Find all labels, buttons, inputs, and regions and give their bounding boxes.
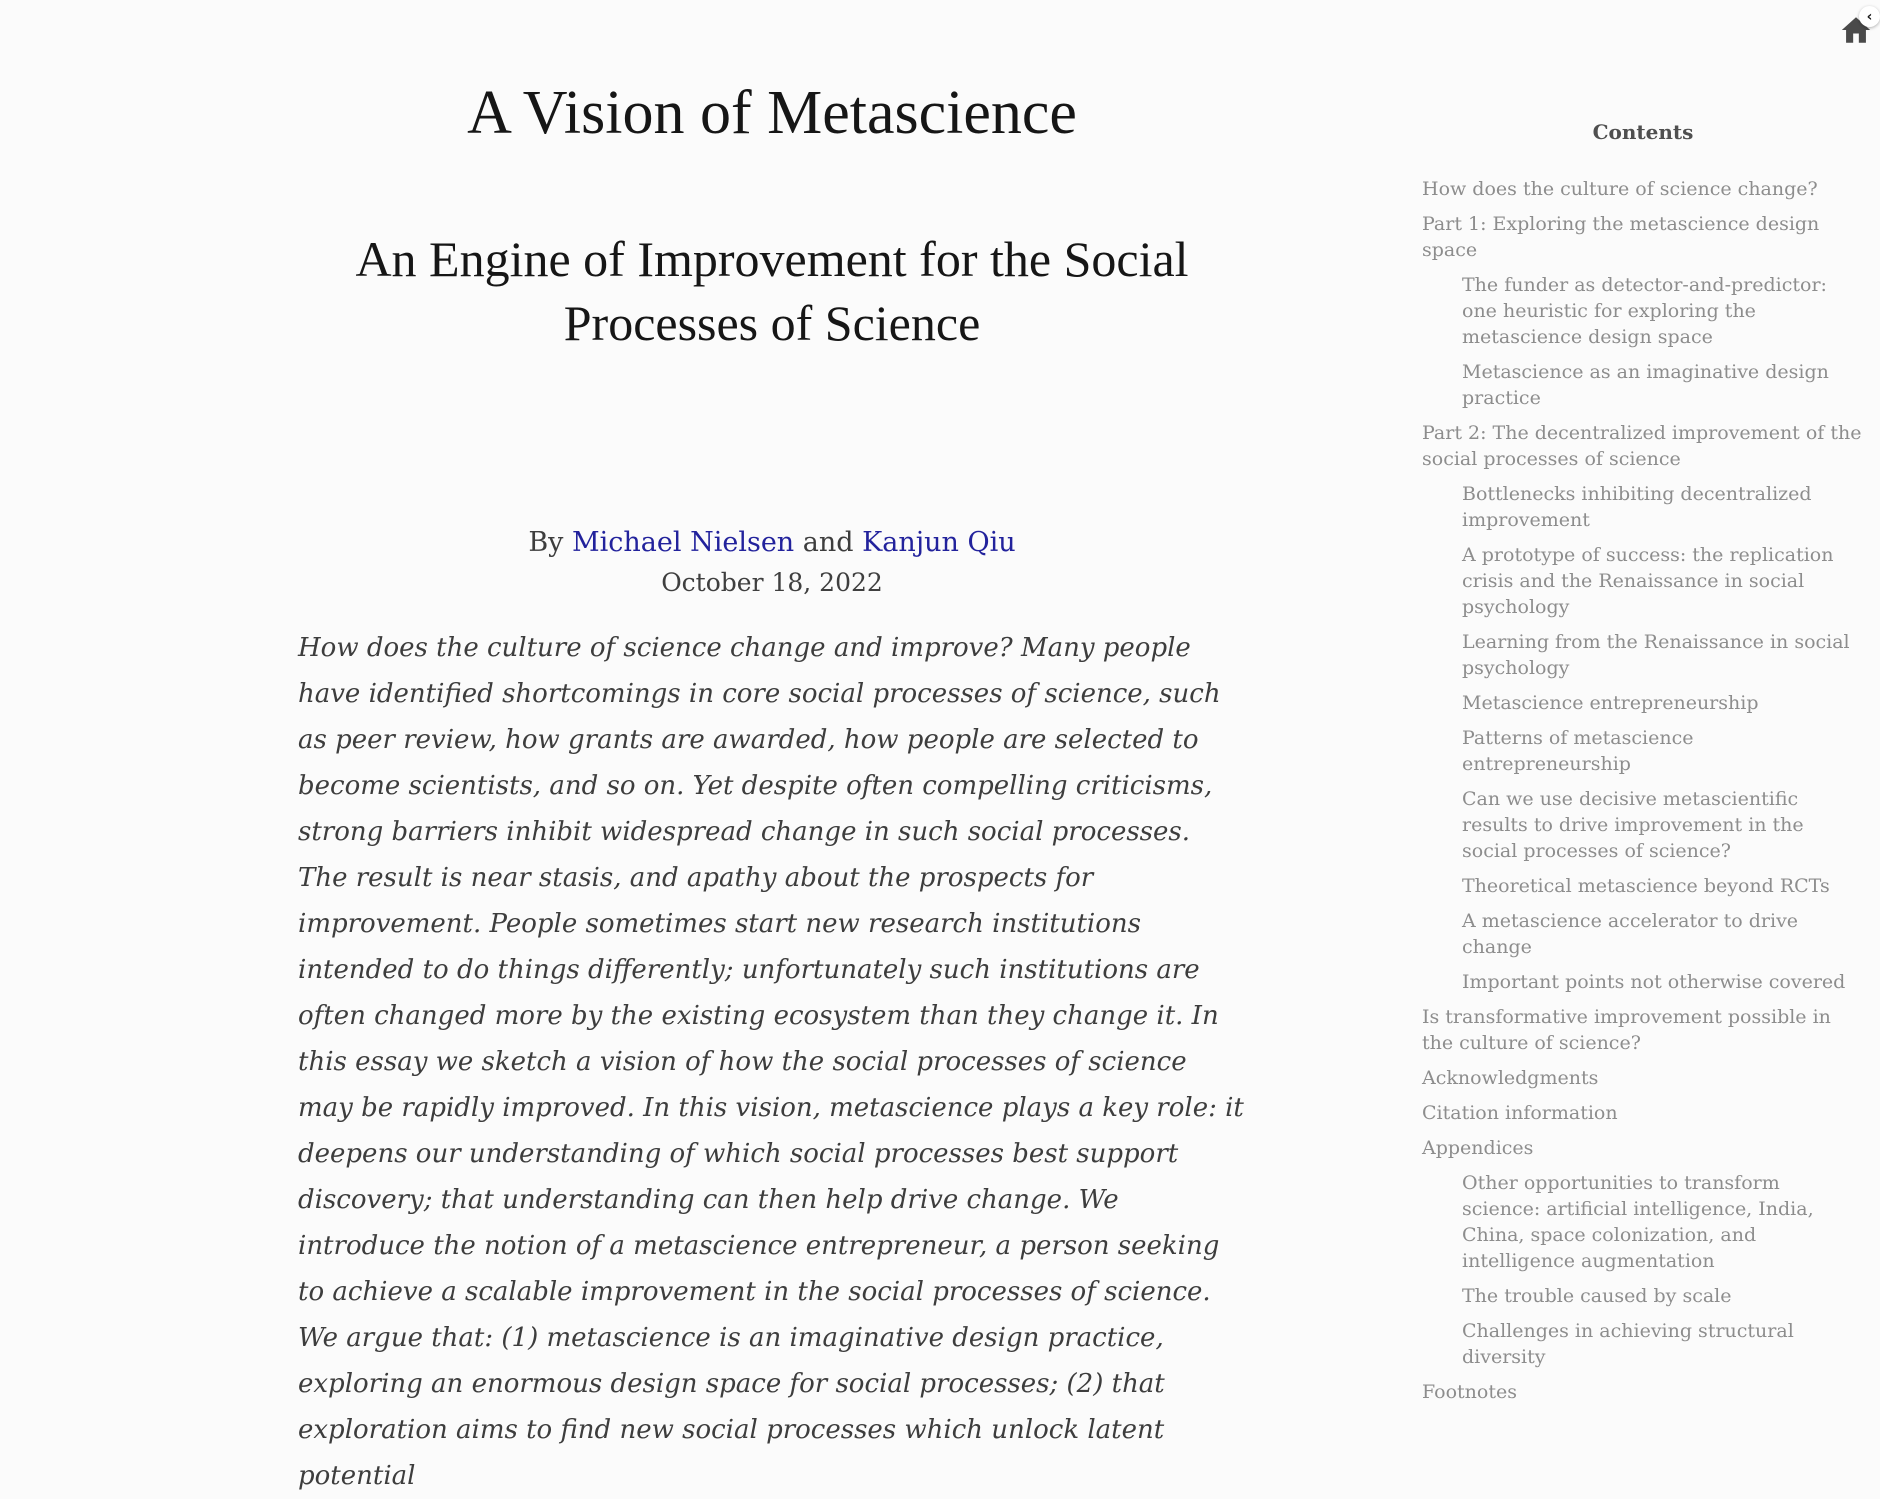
- toc-item[interactable]: Citation information: [1422, 1102, 1618, 1124]
- byline: [298, 527, 1246, 558]
- table-of-contents: [1422, 120, 1864, 1414]
- toc-item[interactable]: A prototype of success: the replication crisis and the Renaissance in social psychology: [1462, 544, 1834, 618]
- toc-item[interactable]: Patterns of metascience entrepreneurship: [1462, 727, 1694, 775]
- toc-item[interactable]: Part 1: Exploring the metascience design space: [1422, 213, 1820, 261]
- toc-list: [1422, 176, 1864, 1405]
- toc-item[interactable]: Part 2: The decentralized improvement of the social processes of science: [1422, 422, 1862, 470]
- toc-item[interactable]: The trouble caused by scale: [1462, 1285, 1732, 1307]
- abstract-paragraph: How does the culture of science change and improve? Many people have identified shortcomings in core social processes of science, such as peer review, how grants are awarded, how people are selected to become scientists, and so on. Yet despite often compelling criticisms, strong barriers inhibit widespread change in such social processes. The result is near stasis, and apathy about the prospects for improvement. People sometimes start new research institutions intended to do things differently; unfortunately such institutions are often changed more by the existing ecosystem than they change it. In this essay we sketch a vision of how the social processes of science may be rapidly improved. In this vision, metascience plays a key role: it deepens our understanding of which social processes best support discovery; that understanding can then help drive change. We introduce the notion of a metascience entrepreneur, a person seeking to achieve a scalable improvement in the social processes of science. We argue that: (1) metascience is an imaginative design practice, exploring an enormous design space for social processes; (2) that exploration aims to find new social processes which unlock latent potential: [298, 633, 1244, 1492]
- byline-prefix: By: [528, 527, 572, 559]
- author-link-kanjun-qiu[interactable]: Kanjun Qiu: [862, 527, 1016, 559]
- page-subtitle: An Engine of Improvement for the Social Processes of Science: [355, 231, 1189, 352]
- toc-item[interactable]: Other opportunities to transform science: artificial intelligence, India, China, space colonization, and intelligence augmentation: [1462, 1172, 1814, 1272]
- toc-item[interactable]: Footnotes: [1422, 1381, 1517, 1403]
- toc-item[interactable]: Learning from the Renaissance in social psychology: [1462, 631, 1850, 679]
- toc-item[interactable]: Theoretical metascience beyond RCTs: [1462, 875, 1830, 897]
- toc-item[interactable]: Is transformative improvement possible in the culture of science?: [1422, 1006, 1831, 1054]
- toc-item[interactable]: Challenges in achieving structural diversity: [1462, 1320, 1794, 1368]
- author-link-michael-nielsen[interactable]: Michael Nielsen: [572, 527, 795, 559]
- toc-item[interactable]: Metascience as an imaginative design practice: [1462, 361, 1829, 409]
- toc-item[interactable]: A metascience accelerator to drive change: [1462, 910, 1799, 958]
- toc-item[interactable]: Appendices: [1422, 1137, 1534, 1159]
- publication-date: October 18, 2022: [661, 568, 883, 598]
- toc-item[interactable]: Acknowledgments: [1422, 1067, 1599, 1089]
- chevron-left-icon[interactable]: ‹: [1859, 6, 1880, 27]
- toc-item[interactable]: Metascience entrepreneurship: [1462, 692, 1759, 714]
- home-button[interactable]: [1839, 9, 1873, 47]
- article-main: [298, 78, 1246, 1499]
- toc-item[interactable]: Bottlenecks inhibiting decentralized improvement: [1462, 483, 1812, 531]
- toc-item[interactable]: Can we use decisive metascientific results to drive improvement in the social processes of science?: [1462, 788, 1804, 862]
- toc-item[interactable]: Important points not otherwise covered: [1462, 971, 1846, 993]
- byline-connector: and: [794, 527, 863, 559]
- toc-item[interactable]: How does the culture of science change?: [1422, 178, 1818, 200]
- toc-heading: Contents: [1592, 120, 1694, 144]
- page-title: A Vision of Metascience: [467, 79, 1077, 147]
- toc-item[interactable]: The funder as detector-and-predictor: one heuristic for exploring the metascience design space: [1462, 274, 1827, 348]
